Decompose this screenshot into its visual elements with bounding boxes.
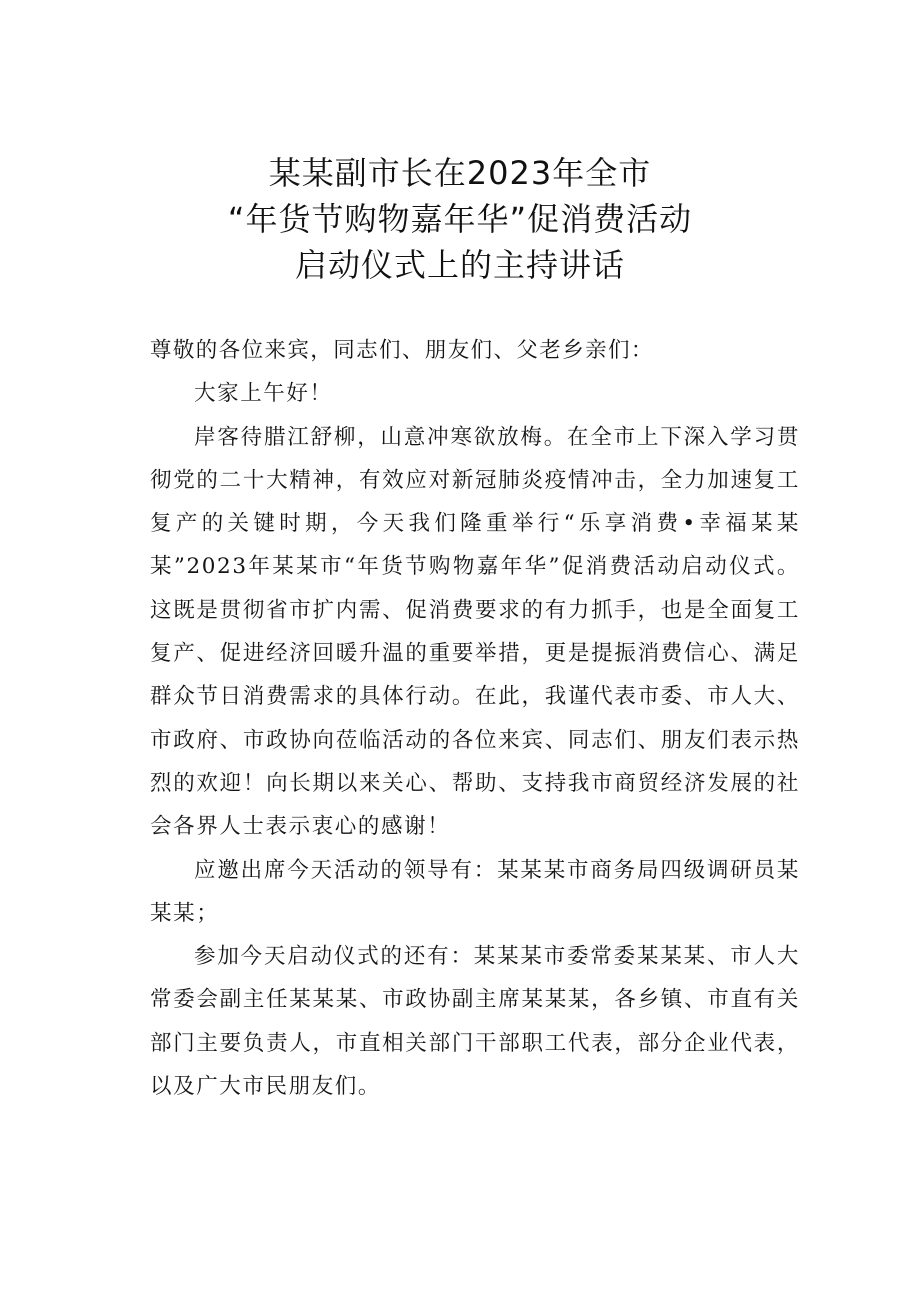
document-title [0, 150, 920, 288]
greeting-paragraph: 大家上午好！ [194, 381, 333, 407]
opening-paragraph: 岸客待腊江舒柳，山意冲寒欲放梅。在全市上下深入学习贯彻党的二十大精神，有效应对新冠肺炎疫情冲击，全力加速复工复产的关键时期，今天我们隆重举行“乐享消费•幸福某某某”2023年某某市“年货节购物嘉年华”促消费活动启动仪式。这既是贯彻省市扩内需、促消费要求的有力抓手，也是全面复工复产、促进经济回暖升温的重要举措，更是提振消费信心、满足群众节日消费需求的具体行动。在此，我谨代表市委、市人大、市政府、市政协向莅临活动的各位来宾、同志们、朋友们表示热烈的欢迎！向长期以来关心、帮助、支持我市商贸经济发展的社会各界人士表示衷心的感谢！ [150, 424, 800, 840]
participants-paragraph: 参加今天启动仪式的还有：某某某市委常委某某某、市人大常委会副主任某某某、市政协副主席某某某，各乡镇、市直有关部门主要负责人，市直相关部门干部职工代表，部分企业代表，以及广大市民朋友们。 [150, 944, 800, 1100]
title-line-2: “年货节购物嘉年华”促消费活动 [227, 200, 693, 238]
document-body [150, 329, 800, 1108]
salutation: 尊敬的各位来宾，同志们、朋友们、父老乡亲们： [150, 338, 654, 363]
attending-leaders-paragraph: 应邀出席今天活动的领导有：某某某市商务局四级调研员某某某； [150, 857, 800, 926]
title-line-3: 启动仪式上的主持讲话 [294, 246, 625, 284]
title-line-1: 某某副市长在2023年全市 [268, 154, 652, 192]
